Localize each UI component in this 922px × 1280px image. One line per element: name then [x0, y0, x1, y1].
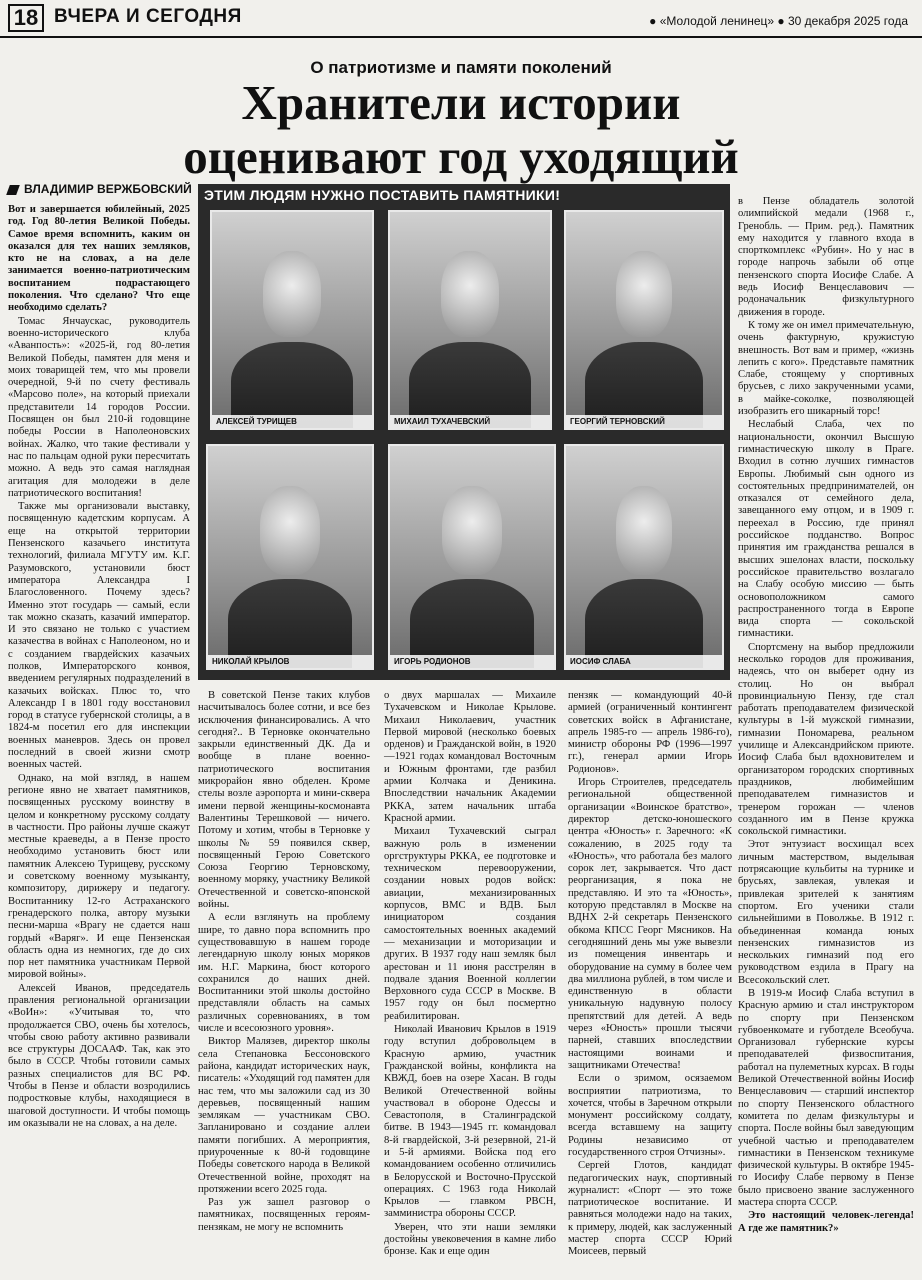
paragraph: Этот энтузиаст восхищал всех личным мастерством, выделывая потрясающие кульбиты на турнике и брусьях, завлекая, увлекая и привлекая зрителей к занятиям спортом. Его ученики стали сильнейшими в Поволжье. В 1912 г. объединенная команда юных пензенских гимназистов из нескольких гимназий под его руководством ездила в Прагу на Всесокольский слет. — [738, 839, 914, 986]
paragraph: К тому же он имел примечательную, очень фактурную, кружистую внешность. Вот вам и пример, «жизнь лепить с кого». Представьте памятник Слабе, стоящему у спортивных брусьев, с лихо закрученными усами, в майке-соколке, позволяющей изобразить его шикарный торс! — [738, 319, 914, 418]
photo-caption: ГЕОРГИЙ ТЕРНОВСКИЙ — [566, 415, 722, 428]
headline-line-2: оценивают год уходящий — [183, 129, 739, 184]
paragraph: Также мы организовали выставку, посвященную кадетским корпусам. А еще на открытой территории Пензенского казачьего института технологий, филиала МГУТУ им. К.Г. Разумовского, установили бюст императора Александра I Благословенного. Почему здесь? Именно этот государь — самый, если так можно сказать, казачий император. И это связано не только с участием казачества в войнах с Наполеоном, но и с созданием гвардейских казачьих полков, Императорского конвоя, введением регулярных подразделений в казачьих войсках. Плюс то, что Александр I в 1801 году восстановил город в статусе губернской столицы, а в 1824-м посетил его для инспекции военных маневров. Здесь он провел последний в своей жизни смотр военных частей. — [8, 501, 190, 771]
paragraph: Неслабый Слаба, чех по национальности, окончил Высшую гимнастическую школу в Праге. Входил в сотню лучших гимнастов Европы. Любимый сын одного из состоятельных предпринимателей, он отказался от семейного дела, завещанного ему отцом, и в 1909 г. переехал в Россию, где принял российское подданство. Вопрос принятия им гражданства решался в высших эшелонах власти, поскольку российское правительство возлагало на Слабу особую миссию — быть основоположником самого распространенного тогда в Европе вида спорта — сокольской гимнастики. — [738, 419, 914, 640]
author-byline — [8, 182, 192, 196]
text-column-3 — [384, 690, 556, 1260]
portrait-photo — [206, 444, 374, 670]
portrait-photo — [210, 210, 374, 430]
closing-paragraph: Это настоящий человек-легенда! А где же памятник?» — [738, 1210, 914, 1234]
paragraph: А если взглянуть на проблему шире, то давно пора вспомнить про существовавшую в нашем городе легендарную школу юных моряков им. Н.Г. Маркина, бюст которого сохранился до наших дней. Воспитанники этой школы достойно представляли область на самых различных соревнованиях, в том числе и всесоюзного уровня». — [198, 912, 370, 1035]
paragraph: о двух маршалах — Михаиле Тухачевском и Николае Крылове. Михаил Николаевич, участник Первой мировой (несколько боевых орденов) и Гражданской войн, в 1920—1921 годах командовал Восточным и Южным фронтами, где разбил армии Колчака и Деникина. Впоследствии начальник Академии РККА, затем начальник штаба Красной армии. — [384, 690, 556, 824]
paragraph: Виктор Малязев, директор школы села Степановка Бессоновского района, кандидат исторических наук, писатель: «Уходящий год памятен для нас тем, что мы заложили сад из 30 деревьев, посвященный нашим землякам — участникам СВО. Запланировано и создание аллеи памяти погибших. А мероприятия, приуроченные к 80-й годовщине Победы советского народа в Великой Отечественной войне, проходят на протяжении всего 2025 года. — [198, 1036, 370, 1195]
byline-mark-icon — [6, 185, 20, 195]
author-name: ВЛАДИМИР ВЕРЖБОВСКИЙ — [24, 182, 192, 196]
portrait-head — [616, 486, 672, 575]
paragraph: Уверен, что эти наши земляки достойны увековечения в камне либо бронзе. Как и еще один — [384, 1221, 556, 1258]
portrait-head — [263, 251, 321, 337]
portrait-photo — [564, 444, 724, 670]
photo-caption: ИОСИФ СЛАБА — [566, 655, 722, 668]
photo-caption: МИХАИЛ ТУХАЧЕВСКИЙ — [390, 415, 550, 428]
paragraph: Николай Иванович Крылов в 1919 году вступил добровольцем в Красную армию, участник Гражданской войны, конфликта на КВЖД, боев на озере Хасан. В годы Великой Отечественной войны участвовал в обороне Одессы и Севастополя, в Сталинградской битве. В 1943—1945 гг. командовал 8-й гвардейской, 3-й резервной, 21-й и 5-й армиями. Войска под его командованием особенно отличились в Белорусской и Восточно-Прусской операциях. С 1963 года Николай Крылов — главком РВСН, замминистра обороны СССР. — [384, 1024, 556, 1220]
paragraph: В советской Пензе таких клубов насчитывалось более сотни, и все без исключения финансировались. А что сегодня?.. В Терновке окончательно закрыли единственный ДК. Да и вообще в плане военно-патриотического воспитания микрорайон явно обделен. Кроме стелы возле аэропорта и мини-сквера имени первой женщины-космонавта Валентины Терешковой — ничего. Потому и хотим, чтобы в Терновке у школы № 59 появился сквер, посвященный Герою Советского Союза Георгию Терновскому, военному моряку, участнику Великой Отечественной и советско-японской войны. — [198, 690, 370, 911]
paragraph: Сергей Глотов, кандидат педагогических наук, спортивный журналист: «Спорт — это тоже патриотическое воспитание. И равняться молодежи надо на таких, к примеру, людей, как заслуженный мастер спорта СССР Юрий Моисеев, первый — [568, 1160, 732, 1258]
paragraph: Раз уж зашел разговор о памятниках, посвященных героям-пензякам, не могу не вспомнить — [198, 1197, 370, 1233]
portrait-head — [442, 486, 501, 575]
portrait-head — [260, 486, 319, 575]
portrait-photo — [564, 210, 724, 430]
text-column-2 — [198, 690, 370, 1235]
text-column-5 — [738, 196, 914, 1236]
text-column-1 — [8, 204, 190, 1131]
portrait-photo — [388, 210, 552, 430]
headline-line-1: Хранители истории — [241, 75, 681, 130]
photo-caption: АЛЕКСЕЙ ТУРИЩЕВ — [212, 415, 372, 428]
text-column-4 — [568, 690, 732, 1260]
paragraph: пензяк — командующий 40-й армией (ограниченный контингент советских войск в Афганистане, апрель 1985-го — апрель 1986-го), министр обороны РФ (1996—1997 гг.), генерал армии Игорь Родионов». — [568, 690, 732, 775]
article-rubric: О патриотизме и памяти поколений — [310, 58, 612, 77]
paper-info: ● «Молодой ленинец» ● 30 декабря 2025 года — [649, 14, 908, 28]
paragraph: Томас Янчаускас, руководитель военно-исторического клуба «Аванпость»: «2025-й, год 80-летия Великой Победы, памятен для меня и моих товарищей тем, что мы провели очередной, 9-й по счету фестиваль «Марсово поле», на который приехали представители 14 городов России. Посвящен он был 210-й годовщине победы России в Наполеоновских войнах. Жалко, что такие фестивали у нас по пальцам одной руки пересчитать можно. А ведь это самая наглядная агитация для молодежи в деле патриотического воспитания! — [8, 315, 190, 499]
photo-banner: ЭТИМ ЛЮДЯМ НУЖНО ПОСТАВИТЬ ПАМЯТНИКИ! — [204, 187, 561, 203]
paragraph: в Пензе обладатель золотой олимпийской медали (1968 г., Гренобль. — Прим. ред.). Памятник ему находится у главного входа в спорткомплекс «Рубин». Но у нас в городе напрочь забыли об отце пензенского спорта Иосифе Слабе. А ведь Иосиф Венцеславович — родоначальник физкультурного движения в городе. — [738, 196, 914, 318]
portrait-head — [616, 251, 672, 337]
section-title: ВЧЕРА И СЕГОДНЯ — [54, 6, 242, 27]
portrait-head — [441, 251, 499, 337]
page-number: 18 — [8, 4, 44, 32]
paragraph: В 1919-м Иосиф Слаба вступил в Красную армию и стал инструктором по спорту при Пензенском губвоенкомате и губотделе Всеобуча. Организовал губернские курсы преподавателей физвоспитания, работал на пулеметных курсах. В годы Великой Отечественной войны Иосиф Венцеславович — старший инспектор по спорту Пензенского областного комитета по делам физкультуры и спорта. После войны был заведующим учебной частью и преподавателем гимнастики в Пензенском техникуме физической культуры. В октябре 1945-го Иосифу Слабе первому в Пензе было присвоено звание заслуженного мастера спорта СССР. — [738, 988, 914, 1209]
portrait-photo — [388, 444, 556, 670]
lead-paragraph: Вот и завершается юбилейный, 2025 год. Год 80-летия Великой Победы. Самое время вспомнить, каким он оказался для тех наших земляков, кто не на словах, а на деле занимается военно-патриотическим воспитанием подрастающего поколения. Что сделано? Что еще необходимо сделать? — [8, 204, 190, 314]
paragraph: Спортсмену на выбор предложили несколько городов для проживания, надеясь, что он выберет одну из столиц. Но он выбрал провинциальную Пензу, где стал работать преподавателем физической культуры в 1-й мужской гимназии, гимназии Пономарева, реальном училище и Александрийском приюте. Иосиф Слаба был вдохновителем и организатором городских спортивных праздников, любимейшим преподавателем гимназистов и тренером горожан — членов созданного им в Пензе кружка сокольской гимнастики. — [738, 641, 914, 838]
paragraph: Алексей Иванов, председатель правления региональной организации «ВоИн»: «Учитывая то, что продолжается СВО, очень бы хотелось, чтобы свою работу активно развивали все структуры ДОСААФ. Так, как это было в СССР. Чтобы готовили самых разных специалистов для ВС РФ. Чтобы в Пензе и области возродились подростковые клубы, находящиеся в шаговой доступности. И чтобы помощь им оказывали не на словах, а на деле. — [8, 982, 190, 1129]
paragraph: Однако, на мой взгляд, в нашем регионе явно не хватает памятников, посвященных русскому воинству в целом и конкретному русскому солдату в частности. Про районы лучше скажут местные краеведы, а в Пензе просто необходимо установить бюст или памятник Алексею Турищеву, русскому и советскому военному музыканту, композитору, дирижеру и педагогу. Воспитаннику 12-го Астраханского гренадерского полка, автору музыки песни-марша «Врагу не сдается наш гордый «Варяг». И еще Пензенская область одна из немногих, где до сих пор нет памятника участникам Первой мировой войны». — [8, 772, 190, 981]
paragraph: Игорь Строителев, председатель региональной общественной организации «Воинское братство», директор детско-юношеского центра «Юность» г. Заречного: «К сожалению, в 2025 году та «Юность», что работала без малого сорок лет, закрывается. Что даст реорганизация, я пока не представляю. И это та «Юность», которую представлял в Москве на ВДНХ 2-й секретарь Пензенского обкома КПСС Георг Мясников. На сегодняшний день мы уже вывезли из помещения инвентарь и оборудование на сумму в более чем два миллиона рублей, в том числе и единственную в области уникальную надувную полосу препятствий для детей. А ведь через «Юность» прошли тысячи парней, ставших впоследствии настоящими воинами и защитниками Отечества! — [568, 777, 732, 1071]
photo-caption: ИГОРЬ РОДИОНОВ — [390, 655, 554, 668]
paragraph: Если о зримом, осязаемом восприятии патриотизма, то хочется, чтобы в Заречном открыли монумент российскому солдату, всегда вставшему на защиту Родины независимо от государственного строя Отчизны». — [568, 1073, 732, 1158]
paragraph: Михаил Тухачевский сыграл важную роль в изменении оргструктуры РККА, ее подготовке и техническом перевооружении, создании новых родов войск: авиации, механизированных корпусов, ВМС и ВДВ. Был инициатором создания самостоятельных военных академий — механизации и моторизации и других. В 1937 году наш земляк был арестован и 11 июня расстрелян в подвале здания Военной коллегии Верховного суда СССР в Москве. В 1957 году он был посмертно реабилитирован. — [384, 826, 556, 1022]
photo-caption: НИКОЛАЙ КРЫЛОВ — [208, 655, 372, 668]
